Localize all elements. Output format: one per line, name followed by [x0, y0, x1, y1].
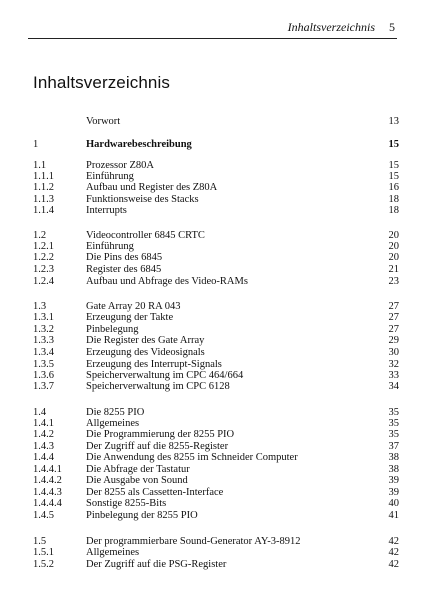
toc-entry	[0, 418, 421, 429]
toc-entry-number: 1.3.4	[33, 347, 54, 358]
toc-entry	[0, 205, 421, 216]
toc-entry-number: 1.4.5	[33, 510, 54, 521]
toc-entry-page: 13	[388, 116, 399, 127]
toc-entry-title: Einführung	[86, 171, 134, 182]
toc-entry-number: 1.4.4.1	[33, 464, 62, 475]
toc-entry	[0, 498, 421, 509]
toc-entry	[0, 347, 421, 358]
toc-entry-number: 1.3.3	[33, 335, 54, 346]
toc-entry	[0, 276, 421, 287]
toc-entry	[0, 559, 421, 570]
toc-entry-title: Der 8255 als Cassetten-Interface	[86, 487, 224, 498]
toc-entry	[0, 429, 421, 440]
toc-entry-title: Die Ausgabe von Sound	[86, 475, 188, 486]
toc-entry-title: Vorwort	[86, 116, 121, 127]
toc-entry-title: Interrupts	[86, 205, 127, 216]
toc-entry-page: 23	[388, 276, 399, 287]
toc-entry-number: 1.5.2	[33, 559, 54, 570]
toc-entry	[0, 171, 421, 182]
toc-entry-page: 15	[388, 139, 399, 150]
toc-entry-number: 1.4.4.3	[33, 487, 62, 498]
toc-entry-number: 1.4.3	[33, 441, 54, 452]
toc-entry-page: 29	[388, 335, 399, 346]
toc-entry-title: Allgemeines	[86, 547, 140, 558]
toc-entry	[0, 182, 421, 193]
toc-entry-page: 21	[388, 264, 399, 275]
toc-entry-page: 35	[388, 429, 399, 440]
toc-entry-title: Der Zugriff auf die 8255-Register	[86, 441, 229, 452]
toc-entry-number: 1.3.6	[33, 370, 54, 381]
toc-entry-number: 1.1.2	[33, 182, 54, 193]
toc-entry-number: 1.4.4	[33, 452, 54, 463]
toc-entry-page: 38	[388, 464, 399, 475]
toc-entry-title: Funktionsweise des Stacks	[86, 194, 199, 205]
toc-entry-page: 16	[388, 182, 399, 193]
toc-entry-number: 1.4.2	[33, 429, 54, 440]
toc-entry-page: 40	[388, 498, 399, 509]
toc-entry-title: Der programmierbare Sound-Generator AY-3-8912	[86, 536, 301, 547]
toc-entry-title: Die Anwendung des 8255 im Schneider Computer	[86, 452, 298, 463]
toc-entry-number: 1.3.2	[33, 324, 54, 335]
toc-entry	[0, 536, 421, 547]
toc-entry-number: 1.1.4	[33, 205, 54, 216]
toc-entry-page: 20	[388, 252, 399, 263]
toc-entry-page: 20	[388, 241, 399, 252]
toc-entry-page: 39	[388, 475, 399, 486]
toc-entry-title: Erzeugung des Videosignals	[86, 347, 205, 358]
toc-entry-page: 18	[388, 194, 399, 205]
toc-entry-number: 1.2.4	[33, 276, 54, 287]
toc-entry-title: Pinbelegung	[86, 324, 139, 335]
toc-entry-number: 1.2.3	[33, 264, 54, 275]
toc-entry	[0, 194, 421, 205]
toc-entry-page: 15	[388, 171, 399, 182]
toc-entry-page: 15	[388, 160, 399, 171]
toc-entry	[0, 312, 421, 323]
toc-entry-title: Erzeugung der Takte	[86, 312, 174, 323]
toc-entry-number: 1.3.7	[33, 381, 54, 392]
toc-entry-title: Aufbau und Register des Z80A	[86, 182, 218, 193]
toc-entry-page: 41	[388, 510, 399, 521]
toc-entry-page: 33	[388, 370, 399, 381]
toc-entry	[0, 359, 421, 370]
toc-entry-page: 20	[388, 230, 399, 241]
page-title: Inhaltsverzeichnis	[33, 73, 170, 92]
toc-entry-title: Einführung	[86, 241, 134, 252]
toc-entry-number: 1.3	[33, 301, 47, 312]
toc-entry	[0, 324, 421, 335]
toc-entry-title: Die 8255 PIO	[86, 407, 145, 418]
toc-entry	[0, 241, 421, 252]
page-number: 5	[389, 20, 395, 34]
toc-entry-page: 42	[388, 559, 399, 570]
toc-entry-page: 42	[388, 536, 399, 547]
toc-entry	[0, 487, 421, 498]
toc-entry-number: 1	[33, 139, 39, 150]
toc-entry-page: 37	[388, 441, 399, 452]
toc-entry-page: 18	[388, 205, 399, 216]
toc-entry-number: 1.4.4.4	[33, 498, 62, 509]
toc-entry-page: 38	[388, 452, 399, 463]
toc-entry-title: Allgemeines	[86, 418, 140, 429]
toc-entry	[0, 464, 421, 475]
toc-entry	[0, 547, 421, 558]
toc-entry	[0, 475, 421, 486]
toc-entry-number: 1.4.4.2	[33, 475, 62, 486]
toc-entry-title: Der Zugriff auf die PSG-Register	[86, 559, 227, 570]
toc-entry-page: 42	[388, 547, 399, 558]
toc-entry-page: 27	[388, 324, 399, 335]
toc-entry-page: 39	[388, 487, 399, 498]
toc-entry	[0, 301, 421, 312]
toc-entry-title: Speicherverwaltung im CPC 464/664	[86, 370, 244, 381]
toc-entry-number: 1.1	[33, 160, 47, 171]
toc-entry	[0, 452, 421, 463]
toc-entry	[0, 230, 421, 241]
toc-entry	[0, 252, 421, 263]
toc-entry-page: 27	[388, 312, 399, 323]
toc-entry-title: Prozessor Z80A	[86, 160, 154, 171]
running-header-title: Inhaltsverzeichnis	[287, 20, 375, 34]
toc-entry	[0, 139, 421, 150]
toc-entry-title: Aufbau und Abfrage des Video-RAMs	[86, 276, 248, 287]
toc-entry-title: Register des 6845	[86, 264, 162, 275]
toc-entry-page: 35	[388, 407, 399, 418]
toc-entry-title: Die Pins des 6845	[86, 252, 163, 263]
toc-entry-title: Die Abfrage der Tastatur	[86, 464, 190, 475]
toc-entry-number: 1.3.1	[33, 312, 54, 323]
toc-entry-number: 1.5	[33, 536, 47, 547]
toc-entry	[0, 370, 421, 381]
toc-entry	[0, 510, 421, 521]
toc-entry	[0, 264, 421, 275]
toc-entry	[0, 335, 421, 346]
toc-entry-number: 1.2.2	[33, 252, 54, 263]
toc-entry-title: Videocontroller 6845 CRTC	[86, 230, 205, 241]
toc-entry-title: Speicherverwaltung im CPC 6128	[86, 381, 230, 392]
toc-entry-title: Erzeugung des Interrupt-Signals	[86, 359, 222, 370]
toc-entry-page: 32	[388, 359, 399, 370]
toc-entry-number: 1.1.3	[33, 194, 54, 205]
toc-entry-number: 1.3.5	[33, 359, 54, 370]
toc-entry-number: 1.4	[33, 407, 47, 418]
toc-entry-page: 34	[388, 381, 399, 392]
toc-entry	[0, 407, 421, 418]
toc-entry-number: 1.2.1	[33, 241, 54, 252]
toc-entry-page: 35	[388, 418, 399, 429]
toc-entry-title: Sonstige 8255-Bits	[86, 498, 167, 509]
toc-entry-number: 1.2	[33, 230, 47, 241]
toc-entry-number: 1.1.1	[33, 171, 54, 182]
toc-entry-title: Die Programmierung der 8255 PIO	[86, 429, 235, 440]
toc-entry	[0, 160, 421, 171]
toc-entry-page: 27	[388, 301, 399, 312]
toc-entry-title: Pinbelegung der 8255 PIO	[86, 510, 198, 521]
toc-entry-number: 1.4.1	[33, 418, 54, 429]
toc-entry	[0, 381, 421, 392]
toc-entry-number: 1.5.1	[33, 547, 54, 558]
toc-entry	[0, 441, 421, 452]
toc-entry-title: Hardwarebeschreibung	[86, 139, 192, 150]
toc-entry-page: 30	[388, 347, 399, 358]
toc-entry-title: Gate Array 20 RA 043	[86, 301, 181, 312]
toc-entry-title: Die Register des Gate Array	[86, 335, 205, 346]
toc-entry	[0, 116, 421, 127]
